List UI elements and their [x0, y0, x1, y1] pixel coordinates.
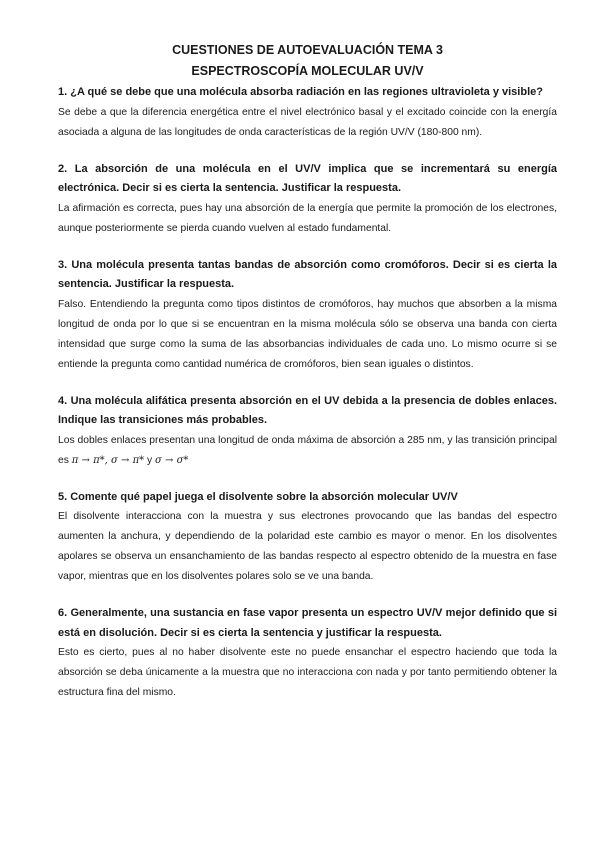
answer-text — [58, 431, 557, 471]
answer-text-span: Los dobles enlaces presentan una longitud de onda máxima de absorción a 285 nm, y las transición principal es — [58, 434, 557, 466]
document-title: CUESTIONES DE AUTOEVALUACIÓN TEMA 3 — [172, 43, 443, 57]
answer-text: Falso. Entendiendo la pregunta como tipos distintos de cromóforos, hay muchos que absorben a la misma longitud de onda por lo que si se encuentran en la misma molécula sólo se observa una banda con cierta intensidad que surge como la suma de las absorbancias individuales de cada uno. Lo mismo ocurre si se entiende la pregunta como cantidad numérica de cromóforos, bien sean iguales o distintos. — [58, 298, 557, 370]
question-block-5 — [58, 488, 557, 588]
answer-text: El disolvente interacciona con la muestra y sus electrones provocando que las bandas del espectro aumenten la anchura, y dependiendo de la polaridad este cambio es mayor o menor. En los disolventes apolares se observa un ensanchamiento de las bandas respecto al espectro obtenido de la muestra en fase vapor, mientras que en los disolventes polares solo se ve una banda. — [58, 511, 557, 582]
question-text: 6. Generalmente, una sustancia en fase vapor presenta un espectro UV/V mejor definido que si está en disolución. Decir si es cierta la sentencia y justificar la respuesta. — [58, 607, 557, 639]
answer-text: Se debe a que la diferencia energética entre el nivel electrónico basal y el excitado coincide con la energía asociada a alguna de las longitudes de onda características de la región UV/V (180-800 nm). — [58, 106, 557, 138]
question-block-6 — [58, 604, 557, 703]
transition-formula-2: σ → σ* — [155, 454, 189, 466]
question-block-1 — [58, 83, 557, 143]
document-subtitle: ESPECTROSCOPÍA MOLECULAR UV/V — [191, 64, 424, 78]
question-text: 4. Una molécula alifática presenta absorción en el UV debida a la presencia de dobles enlaces. Indique las transiciones más probables. — [58, 394, 557, 426]
question-block-3 — [58, 256, 557, 375]
question-text: 5. Comente qué papel juega el disolvente sobre la absorción molecular UV/V — [58, 490, 458, 503]
question-block-4 — [58, 392, 557, 471]
question-text: 3. Una molécula presenta tantas bandas de absorción como cromóforos. Decir si es cierta la sentencia. Justificar la respuesta. — [58, 258, 557, 290]
answer-text: Esto es cierto, pues al no haber disolvente este no puede ensanchar el espectro haciendo que toda la absorción se deba únicamente a la muestra que no interacciona con nada y por tanto permitiendo obtener la estructura fina del mismo. — [58, 647, 557, 698]
document-page — [58, 40, 557, 720]
question-text: 2. La absorción de una molécula en el UV/V implica que se incrementará su energía electrónica. Decir si es cierta la sentencia. Justificar la respuesta. — [58, 162, 557, 194]
answer-text: La afirmación es correcta, pues hay una absorción de la energía que permite la promoción de los electrones, aunque posteriormente se pierda cuando vuelven al estado fundamental. — [58, 202, 557, 234]
question-text: 1. ¿A qué se debe que una molécula absorba radiación en las regiones ultravioleta y visible? — [58, 86, 543, 98]
formula-joiner: y — [144, 454, 156, 466]
transition-formula-1: π → π*, σ → π* — [71, 454, 145, 466]
question-block-2 — [58, 160, 557, 239]
